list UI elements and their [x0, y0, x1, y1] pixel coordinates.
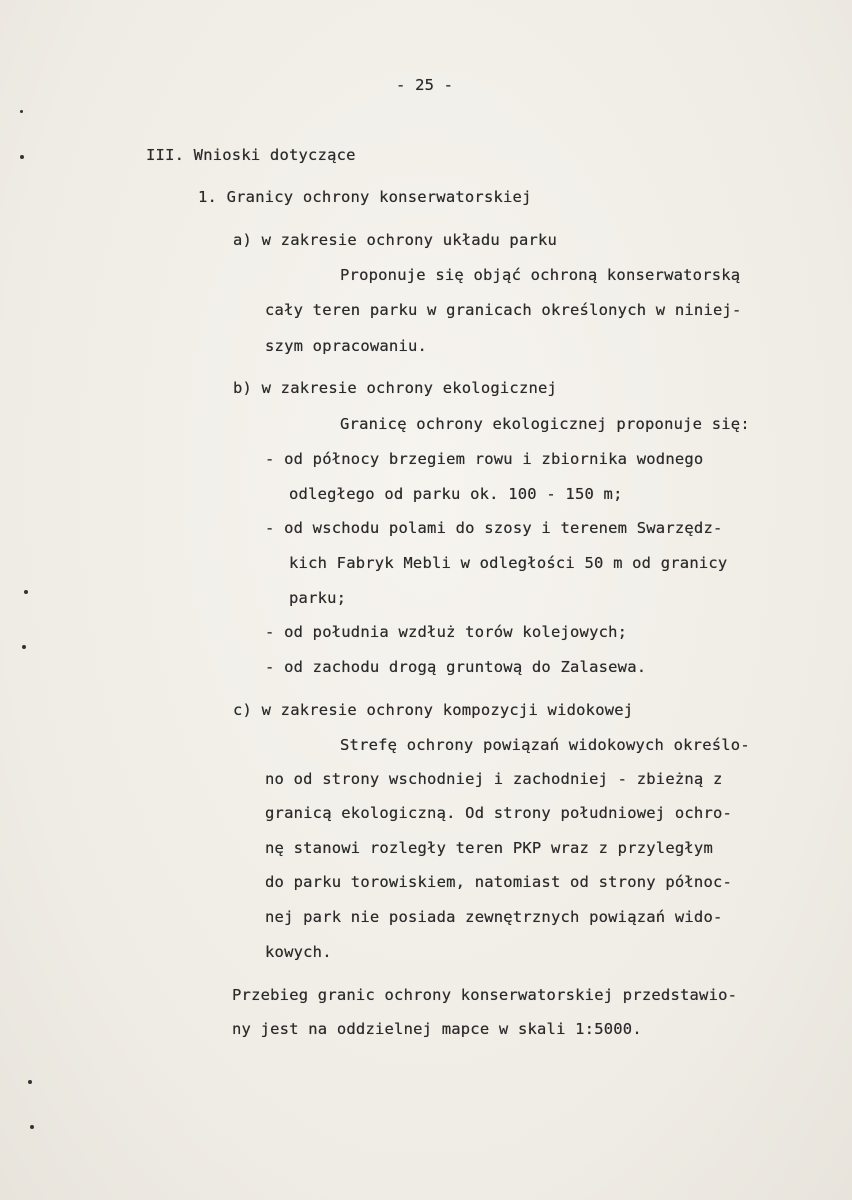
item-c-line: nej park nie posiada zewnętrznych powiązań wido-	[265, 908, 723, 926]
item-b-intro: Granicę ochrony ekologicznej proponuje się:	[340, 415, 750, 433]
item-a-line: Proponuje się objąć ochroną konserwatorską	[340, 266, 741, 284]
item-c-line: nę stanowi rozległy teren PKP wraz z przyległym	[265, 839, 713, 857]
item-b-list-line: - od północy brzegiem rowu i zbiornika wodnego	[265, 450, 704, 468]
item-a-line: cały teren parku w granicach określonych w niniej-	[265, 301, 742, 319]
item-b-list-line: - od zachodu drogą gruntową do Zalasewa.	[265, 658, 647, 676]
page-number: - 25 -	[396, 76, 454, 94]
item-c-line: Strefę ochrony powiązań widokowych określo-	[340, 736, 750, 754]
item-c-line: granicą ekologiczną. Od strony południowej ochro-	[265, 804, 733, 822]
item-b-list-line: kich Fabryk Mebli w odległości 50 m od granicy	[289, 554, 728, 572]
scan-speck	[24, 590, 28, 594]
item-a-line: szym opracowaniu.	[265, 337, 428, 355]
summary-line: ny jest na oddzielnej mapce w skali 1:5000.	[232, 1020, 642, 1038]
item-b-list-line: odległego od parku ok. 100 - 150 m;	[289, 485, 623, 503]
scan-speck	[20, 155, 24, 159]
item-c-title: c) w zakresie ochrony kompozycji widokowej	[233, 701, 634, 719]
item-b-list-line: - od wschodu polami do szosy i terenem Swarzędz-	[265, 519, 723, 537]
scan-speck	[28, 1080, 32, 1084]
item-a-title: a) w zakresie ochrony układu parku	[233, 231, 558, 249]
scan-speck	[22, 645, 26, 649]
scan-speck	[30, 1125, 34, 1129]
item-c-line: kowych.	[265, 943, 332, 961]
section-heading: III. Wnioski dotyczące	[146, 146, 356, 164]
item-c-line: no od strony wschodniej i zachodniej - zbieżną z	[265, 770, 723, 788]
item-b-title: b) w zakresie ochrony ekologicznej	[233, 379, 558, 397]
item-c-line: do parku torowiskiem, natomiast od strony północ-	[265, 873, 733, 891]
scan-speck	[20, 110, 23, 113]
item-b-list-line: - od południa wzdłuż torów kolejowych;	[265, 623, 628, 641]
subsection-title: 1. Granicy ochrony konserwatorskiej	[198, 188, 532, 206]
item-b-list-line: parku;	[289, 589, 347, 607]
summary-line: Przebieg granic ochrony konserwatorskiej przedstawio-	[232, 986, 738, 1004]
